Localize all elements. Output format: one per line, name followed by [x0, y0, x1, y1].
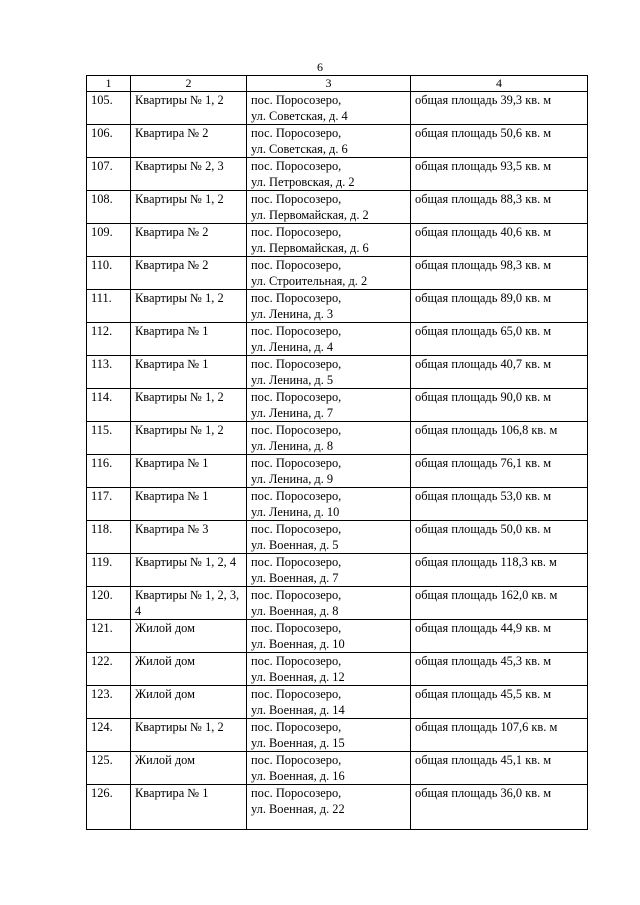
object-cell: [131, 158, 247, 191]
address-settlement: пос. Поросозеро,: [251, 456, 342, 470]
table-row: [87, 158, 588, 191]
object-name: Квартиры № 1, 2: [135, 291, 224, 305]
area-cell: общая площадь 45,3 кв. м: [411, 653, 588, 686]
address-settlement: пос. Поросозеро,: [251, 588, 342, 602]
table-row: [87, 620, 588, 653]
table-row: [87, 389, 588, 422]
address-cell: [247, 488, 411, 521]
object-cell: [131, 620, 247, 653]
column-header-3: 3: [247, 76, 411, 92]
address-cell: [247, 257, 411, 290]
area-cell: общая площадь 162,0 кв. м: [411, 587, 588, 620]
row-number-cell: 106.: [87, 125, 131, 158]
area-cell: общая площадь 45,5 кв. м: [411, 686, 588, 719]
address-street: ул. Ленина, д. 4: [251, 340, 334, 354]
row-number-cell: 126.: [87, 785, 131, 830]
address-street: ул. Советская, д. 6: [251, 142, 348, 156]
object-name: Квартиры № 2, 3: [135, 159, 224, 173]
area-cell: общая площадь 118,3 кв. м: [411, 554, 588, 587]
address-settlement: пос. Поросозеро,: [251, 489, 342, 503]
address-settlement: пос. Поросозеро,: [251, 225, 342, 239]
address-street: ул. Ленина, д. 10: [251, 505, 340, 519]
object-cell: [131, 422, 247, 455]
address-street: ул. Военная, д. 15: [251, 736, 345, 750]
table-row: [87, 719, 588, 752]
object-cell: [131, 653, 247, 686]
object-cell: [131, 323, 247, 356]
area-cell: общая площадь 36,0 кв. м: [411, 785, 588, 830]
object-name: Квартиры № 1, 2: [135, 720, 224, 734]
address-cell: [247, 422, 411, 455]
address-street: ул. Ленина, д. 9: [251, 472, 334, 486]
table-row: [87, 257, 588, 290]
table-row: [87, 686, 588, 719]
table-row: [87, 488, 588, 521]
address-settlement: пос. Поросозеро,: [251, 654, 342, 668]
object-cell: [131, 455, 247, 488]
page-number: 6: [317, 60, 323, 74]
table-body: [87, 92, 588, 830]
area-cell: общая площадь 107,6 кв. м: [411, 719, 588, 752]
address-settlement: пос. Поросозеро,: [251, 753, 342, 767]
address-cell: [247, 752, 411, 785]
address-street: ул. Петровская, д. 2: [251, 175, 355, 189]
object-cell: [131, 587, 247, 620]
object-cell: [131, 191, 247, 224]
row-number-cell: 112.: [87, 323, 131, 356]
row-number-cell: 108.: [87, 191, 131, 224]
address-street: ул. Ленина, д. 8: [251, 439, 334, 453]
table-row: [87, 785, 588, 830]
object-cell: [131, 719, 247, 752]
address-cell: [247, 389, 411, 422]
table-row: [87, 290, 588, 323]
address-settlement: пос. Поросозеро,: [251, 192, 342, 206]
address-street: ул. Военная, д. 5: [251, 538, 339, 552]
address-cell: [247, 686, 411, 719]
table-row: [87, 653, 588, 686]
row-number-cell: 111.: [87, 290, 131, 323]
area-cell: общая площадь 45,1 кв. м: [411, 752, 588, 785]
address-cell: [247, 785, 411, 830]
object-name: Квартиры № 1, 2: [135, 192, 224, 206]
column-header-4: 4: [411, 76, 588, 92]
object-cell: [131, 224, 247, 257]
address-settlement: пос. Поросозеро,: [251, 687, 342, 701]
object-cell: [131, 125, 247, 158]
row-number-cell: 107.: [87, 158, 131, 191]
table-row: [87, 356, 588, 389]
address-settlement: пос. Поросозеро,: [251, 390, 342, 404]
table-row: [87, 224, 588, 257]
object-name: Квартира № 3: [135, 522, 209, 536]
address-settlement: пос. Поросозеро,: [251, 720, 342, 734]
address-street: ул. Ленина, д. 5: [251, 373, 334, 387]
object-cell: [131, 356, 247, 389]
address-settlement: пос. Поросозеро,: [251, 357, 342, 371]
area-cell: общая площадь 53,0 кв. м: [411, 488, 588, 521]
object-name: Квартира № 1: [135, 357, 209, 371]
address-street: ул. Военная, д. 7: [251, 571, 339, 585]
table-row: [87, 92, 588, 125]
object-cell: [131, 752, 247, 785]
object-name: Квартиры № 1, 2, 3, 4: [135, 588, 240, 618]
object-name: Квартира № 1: [135, 786, 209, 800]
object-cell: [131, 686, 247, 719]
object-name: Квартиры № 1, 2: [135, 93, 224, 107]
address-settlement: пос. Поросозеро,: [251, 159, 342, 173]
area-cell: общая площадь 88,3 кв. м: [411, 191, 588, 224]
row-number-cell: 118.: [87, 521, 131, 554]
address-street: ул. Военная, д. 8: [251, 604, 339, 618]
address-cell: [247, 620, 411, 653]
table-row: [87, 521, 588, 554]
property-table: [86, 75, 588, 830]
row-number-cell: 125.: [87, 752, 131, 785]
object-cell: [131, 785, 247, 830]
area-cell: общая площадь 106,8 кв. м: [411, 422, 588, 455]
address-street: ул. Военная, д. 22: [251, 802, 345, 816]
object-name: Квартира № 2: [135, 258, 209, 272]
address-cell: [247, 719, 411, 752]
area-cell: общая площадь 40,7 кв. м: [411, 356, 588, 389]
area-cell: общая площадь 39,3 кв. м: [411, 92, 588, 125]
object-name: Жилой дом: [135, 654, 195, 668]
area-cell: общая площадь 40,6 кв. м: [411, 224, 588, 257]
address-cell: [247, 587, 411, 620]
row-number-cell: 115.: [87, 422, 131, 455]
area-cell: общая площадь 98,3 кв. м: [411, 257, 588, 290]
object-cell: [131, 554, 247, 587]
address-street: ул. Первомайская, д. 6: [251, 241, 369, 255]
row-number-cell: 116.: [87, 455, 131, 488]
address-cell: [247, 653, 411, 686]
address-settlement: пос. Поросозеро,: [251, 621, 342, 635]
column-header-2: 2: [131, 76, 247, 92]
object-name: Квартиры № 1, 2: [135, 390, 224, 404]
address-cell: [247, 356, 411, 389]
row-number-cell: 113.: [87, 356, 131, 389]
column-header-1: 1: [87, 76, 131, 92]
row-number-cell: 105.: [87, 92, 131, 125]
address-cell: [247, 521, 411, 554]
address-settlement: пос. Поросозеро,: [251, 324, 342, 338]
row-number-cell: 109.: [87, 224, 131, 257]
object-name: Квартира № 1: [135, 489, 209, 503]
object-name: Квартиры № 1, 2, 4: [135, 555, 237, 569]
area-cell: общая площадь 76,1 кв. м: [411, 455, 588, 488]
row-number-cell: 110.: [87, 257, 131, 290]
object-cell: [131, 257, 247, 290]
address-cell: [247, 191, 411, 224]
area-cell: общая площадь 65,0 кв. м: [411, 323, 588, 356]
area-cell: общая площадь 93,5 кв. м: [411, 158, 588, 191]
row-number-cell: 124.: [87, 719, 131, 752]
address-cell: [247, 158, 411, 191]
address-cell: [247, 554, 411, 587]
object-name: Квартира № 1: [135, 456, 209, 470]
address-settlement: пос. Поросозеро,: [251, 555, 342, 569]
area-cell: общая площадь 50,0 кв. м: [411, 521, 588, 554]
row-number-cell: 114.: [87, 389, 131, 422]
table-row: [87, 422, 588, 455]
address-street: ул. Военная, д. 10: [251, 637, 345, 651]
address-street: ул. Военная, д. 14: [251, 703, 345, 717]
address-cell: [247, 455, 411, 488]
address-settlement: пос. Поросозеро,: [251, 522, 342, 536]
table-header-row: [87, 76, 588, 92]
table-row: [87, 125, 588, 158]
object-name: Жилой дом: [135, 687, 195, 701]
object-name: Жилой дом: [135, 753, 195, 767]
address-street: ул. Военная, д. 16: [251, 769, 345, 783]
object-cell: [131, 92, 247, 125]
address-street: ул. Первомайская, д. 2: [251, 208, 369, 222]
table-row: [87, 323, 588, 356]
table-row: [87, 587, 588, 620]
address-settlement: пос. Поросозеро,: [251, 126, 342, 140]
address-cell: [247, 125, 411, 158]
address-cell: [247, 290, 411, 323]
address-settlement: пос. Поросозеро,: [251, 258, 342, 272]
address-street: ул. Строительная, д. 2: [251, 274, 368, 288]
table-row: [87, 752, 588, 785]
row-number-cell: 121.: [87, 620, 131, 653]
table-row: [87, 554, 588, 587]
address-cell: [247, 323, 411, 356]
area-cell: общая площадь 89,0 кв. м: [411, 290, 588, 323]
area-cell: общая площадь 44,9 кв. м: [411, 620, 588, 653]
table-row: [87, 455, 588, 488]
address-settlement: пос. Поросозеро,: [251, 786, 342, 800]
area-cell: общая площадь 50,6 кв. м: [411, 125, 588, 158]
object-name: Квартира № 2: [135, 225, 209, 239]
address-cell: [247, 92, 411, 125]
row-number-cell: 120.: [87, 587, 131, 620]
address-settlement: пос. Поросозеро,: [251, 423, 342, 437]
object-name: Квартиры № 1, 2: [135, 423, 224, 437]
object-cell: [131, 290, 247, 323]
address-street: ул. Советская, д. 4: [251, 109, 348, 123]
address-cell: [247, 224, 411, 257]
row-number-cell: 123.: [87, 686, 131, 719]
row-number-cell: 122.: [87, 653, 131, 686]
object-cell: [131, 521, 247, 554]
object-cell: [131, 389, 247, 422]
address-street: ул. Ленина, д. 7: [251, 406, 334, 420]
address-settlement: пос. Поросозеро,: [251, 291, 342, 305]
object-cell: [131, 488, 247, 521]
area-cell: общая площадь 90,0 кв. м: [411, 389, 588, 422]
address-street: ул. Военная, д. 12: [251, 670, 345, 684]
object-name: Квартира № 2: [135, 126, 209, 140]
object-name: Жилой дом: [135, 621, 195, 635]
table-row: [87, 191, 588, 224]
address-street: ул. Ленина, д. 3: [251, 307, 334, 321]
row-number-cell: 117.: [87, 488, 131, 521]
address-settlement: пос. Поросозеро,: [251, 93, 342, 107]
row-number-cell: 119.: [87, 554, 131, 587]
object-name: Квартира № 1: [135, 324, 209, 338]
